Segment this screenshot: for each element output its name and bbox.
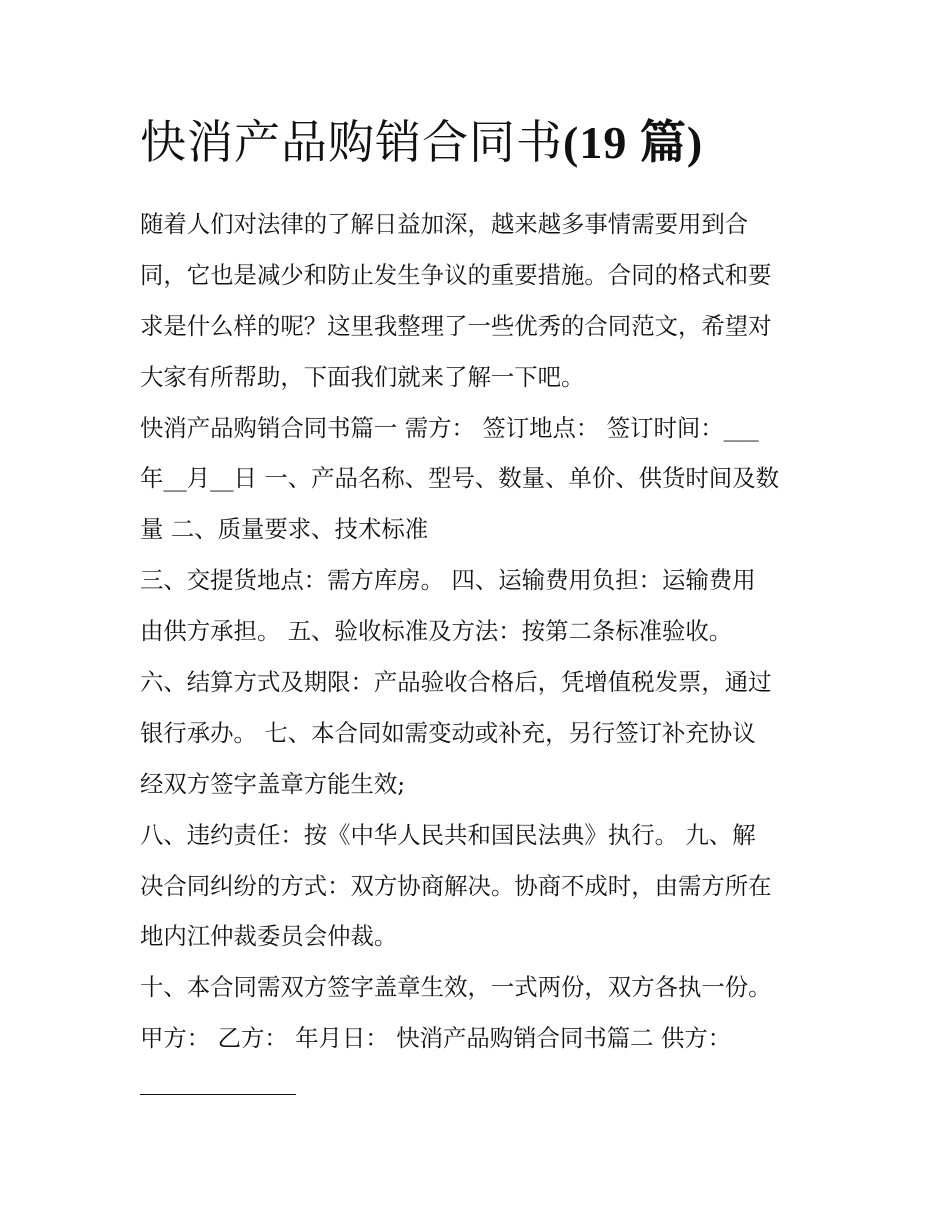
text-line: 地内江仲裁委员会仲裁。 bbox=[140, 922, 398, 951]
document-body bbox=[140, 199, 820, 1095]
text-line: 由供方承担。 五、验收标准及方法：按第二条标准验收。 bbox=[140, 617, 733, 646]
text-line: 大家有所帮助，下面我们就来了解一下吧。 bbox=[140, 362, 585, 391]
text-line: 决合同纠纷的方式：双方协商解决。协商不成时，由需方所在 bbox=[140, 871, 772, 900]
text-line: 年__月__日 一、产品名称、型号、数量、单价、供货时间及数 bbox=[140, 464, 779, 493]
text-line: 十、本合同需双方签字盖章生效，一式两份，双方各执一份。 bbox=[140, 973, 772, 1002]
title-suffix: (19 篇) bbox=[563, 117, 704, 168]
title-main: 快消产品购销合同书 bbox=[140, 115, 563, 169]
text-line: 经双方签字盖章方能生效; bbox=[140, 769, 406, 798]
text-line: 甲方： 乙方： 年月日： 快消产品购销合同书篇二 供方： bbox=[140, 1024, 732, 1053]
text-line: 六、结算方式及期限：产品验收合格后，凭增值税发票，通过 bbox=[140, 668, 772, 697]
text-line: 八、违约责任：按《中华人民共和国民法典》执行。 九、解 bbox=[140, 820, 756, 849]
text-line: 银行承办。 七、本合同如需变动或补充，另行签订补充协议 bbox=[140, 718, 756, 747]
text-line: 量 二、质量要求、技术标准 bbox=[140, 515, 429, 544]
text-line: 求是什么样的呢？这里我整理了一些优秀的合同范文，希望对 bbox=[140, 311, 772, 340]
signature-underline bbox=[140, 1094, 296, 1095]
text-line: 快消产品购销合同书篇一 需方： 签订地点： 签订时间：___ bbox=[140, 413, 759, 442]
text-line: 同，它也是减少和防止发生争议的重要措施。合同的格式和要 bbox=[140, 260, 772, 289]
text-line: 随着人们对法律的了解日益加深，越来越多事情需要用到合 bbox=[140, 210, 749, 238]
text-line: 三、交提货地点：需方库房。 四、运输费用负担：运输费用 bbox=[140, 566, 756, 595]
page-title bbox=[140, 112, 840, 173]
